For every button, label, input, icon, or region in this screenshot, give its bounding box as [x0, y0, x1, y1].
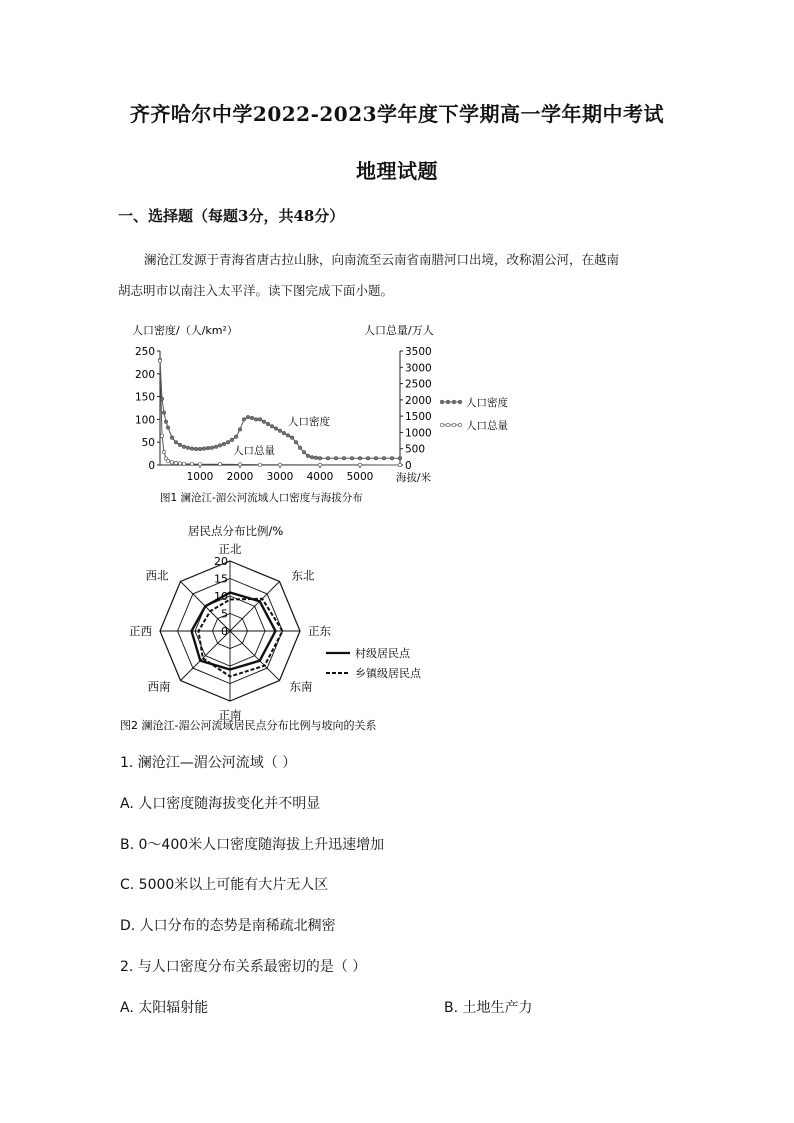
- x-tick-label: 3000: [266, 471, 294, 483]
- density-data-point: [286, 434, 289, 437]
- question-1-option-d: D. 人口分布的态势是南稀疏北稠密: [120, 918, 336, 934]
- total-data-point: [174, 461, 177, 464]
- question-1: 1. 澜沧江—湄公河流域（ ）: [120, 755, 297, 771]
- total-data-point: [190, 462, 193, 465]
- density-data-point: [178, 443, 181, 446]
- intro-paragraph: [118, 244, 678, 306]
- density-data-point: [314, 456, 317, 459]
- exam-subtitle: 地理试题: [356, 159, 438, 183]
- density-data-point: [166, 426, 169, 429]
- legend-total-marker: [440, 423, 444, 427]
- legend-density-marker: [446, 400, 450, 404]
- density-data-point: [182, 445, 185, 448]
- exam-title: 齐齐哈尔中学2022-2023学年度下学期高一学年期中考试: [129, 102, 665, 126]
- density-data-point: [258, 418, 261, 421]
- question-1-option-b: B. 0～400米人口密度随海拔上升迅速增加: [120, 837, 385, 853]
- radar-direction-label: 西南: [147, 679, 171, 694]
- radar-r-ticks: [214, 555, 228, 638]
- y-right-ticks: [400, 346, 432, 472]
- total-data-point: [162, 450, 165, 453]
- radar-r-tick-label: 15: [214, 572, 228, 586]
- x-tick-label: 5000: [346, 471, 374, 483]
- y-right-tick-label: 2500: [405, 378, 432, 391]
- legend-total-marker: [446, 423, 450, 427]
- density-data-point: [290, 436, 293, 439]
- density-data-point: [222, 442, 225, 445]
- density-data-point: [302, 451, 305, 454]
- question-1-option-a: A. 人口密度随海拔变化并不明显: [120, 796, 321, 812]
- radar-r-tick-label: 20: [214, 555, 228, 568]
- radar-r-tick-label: 0: [221, 625, 228, 638]
- density-data-point: [282, 431, 285, 434]
- radar-direction-label: 东南: [289, 679, 313, 694]
- density-data-point: [190, 447, 193, 450]
- section-heading: 一、选择题（每题3分，共48分）: [118, 207, 345, 225]
- density-data-point: [310, 456, 313, 459]
- density-data-point: [306, 454, 309, 457]
- legend-density: 人口密度: [466, 397, 508, 409]
- total-data-point: [158, 359, 161, 362]
- density-data-point: [250, 416, 253, 419]
- density-data-point: [210, 446, 213, 449]
- density-data-point: [174, 441, 177, 444]
- y-right-tick-label: 3500: [405, 346, 432, 358]
- legend-total: 人口总量: [466, 420, 508, 432]
- radar-grid: [160, 561, 300, 701]
- figure1-chart: [118, 318, 538, 508]
- y-right-label: 人口总量/万人: [364, 324, 434, 337]
- y-right-tick-label: 0: [405, 460, 412, 472]
- density-data-point: [278, 429, 281, 432]
- total-data-point: [160, 434, 163, 437]
- annotation-density: 人口密度: [288, 416, 330, 428]
- total-data-point: [278, 463, 281, 466]
- density-data-point: [398, 457, 401, 460]
- density-data-point: [164, 420, 167, 423]
- y-left-tick-label: 150: [134, 391, 155, 404]
- radar-direction-label: 正东: [308, 624, 331, 638]
- total-data-point: [170, 461, 173, 464]
- density-data-point: [230, 438, 233, 441]
- density-data-point: [226, 441, 229, 444]
- y-right-tick-label: 1000: [405, 427, 432, 440]
- question-2: 2. 与人口密度分布关系最密切的是（ ）: [120, 959, 367, 975]
- radar-direction-label: 正南: [218, 708, 242, 722]
- y-left-tick-label: 250: [134, 346, 155, 358]
- figure2-caption: 图2 澜沧江-湄公河流域居民点分布比例与坡向的关系: [120, 719, 377, 732]
- density-data-point: [262, 420, 265, 423]
- radar-direction-label: 正西: [129, 624, 152, 638]
- y-right-tick-label: 500: [405, 443, 426, 456]
- legend-total-marker: [452, 423, 456, 427]
- intro-line-1: 澜沧江发源于青海省唐古拉山脉，向南流至云南省南腊河口出境，改称湄公河，在越南: [144, 252, 620, 267]
- x-tick-label: 1000: [186, 471, 214, 483]
- density-data-point: [246, 415, 249, 418]
- intro-line-2: 胡志明市以南注入太平洋。读下图完成下面小题。: [118, 283, 394, 298]
- density-data-point: [218, 444, 221, 447]
- total-data-point: [258, 463, 261, 466]
- density-data-point: [242, 418, 245, 421]
- density-data-point: [266, 422, 269, 425]
- total-data-point: [318, 463, 321, 466]
- radar-r-tick-label: 10: [214, 590, 228, 603]
- annotation-total: 人口总量: [233, 445, 275, 457]
- y-right-tick-label: 3000: [405, 362, 432, 375]
- density-data-point: [382, 457, 385, 460]
- density-data-point: [358, 457, 361, 460]
- density-data-point: [162, 411, 165, 414]
- density-data-point: [318, 457, 321, 460]
- radar-r-tick-label: 5: [221, 607, 228, 621]
- density-data-point: [254, 418, 257, 421]
- x-tick-label: 2000: [226, 471, 254, 483]
- legend-town: 乡镇级居民点: [355, 667, 421, 680]
- density-data-point: [194, 447, 197, 450]
- x-tick-label: 4000: [306, 471, 334, 483]
- total-data-point: [178, 462, 181, 465]
- y-right-tick-label: 1500: [405, 411, 432, 424]
- density-data-point: [234, 435, 237, 438]
- density-data-point: [326, 457, 329, 460]
- density-data-point: [214, 445, 217, 448]
- density-data-point: [342, 457, 345, 460]
- chart-series: [158, 358, 401, 466]
- density-data-point: [238, 428, 241, 431]
- radar-direction-label: 正北: [218, 542, 242, 556]
- radar-title: 居民点分布比例/%: [188, 524, 284, 538]
- legend: [440, 396, 508, 432]
- y-right-tick-label: 2000: [405, 394, 432, 407]
- radar-direction-label: 西北: [145, 568, 169, 583]
- total-data-point: [398, 463, 401, 466]
- density-data-point: [294, 441, 297, 444]
- legend-density-marker: [458, 400, 462, 404]
- legend-total-marker: [458, 423, 462, 427]
- y-left-tick-label: 0: [148, 460, 155, 472]
- density-data-point: [350, 457, 353, 460]
- question-1-option-c: C. 5000米以上可能有大片无人区: [120, 877, 329, 893]
- density-data-point: [186, 446, 189, 449]
- density-data-point: [206, 446, 209, 449]
- total-data-point: [358, 463, 361, 466]
- density-data-point: [334, 457, 337, 460]
- density-data-point: [374, 457, 377, 460]
- total-data-point: [198, 463, 201, 466]
- density-series-line: [160, 360, 400, 458]
- y-left-tick-label: 200: [134, 368, 155, 381]
- density-data-point: [298, 446, 301, 449]
- y-left-tick-label: 100: [134, 414, 155, 427]
- density-data-point: [366, 457, 369, 460]
- density-data-point: [202, 447, 205, 450]
- density-data-point: [390, 457, 393, 460]
- x-ticks: [187, 465, 374, 483]
- radar-direction-label: 东北: [291, 568, 315, 583]
- total-data-point: [218, 463, 221, 466]
- density-data-point: [198, 447, 201, 450]
- y-left-tick-label: 50: [141, 437, 155, 450]
- total-data-point: [166, 459, 169, 462]
- density-data-point: [274, 427, 277, 430]
- y-left-ticks: [135, 346, 160, 472]
- x-label: 海拔/米: [396, 472, 432, 484]
- density-data-point: [170, 436, 173, 439]
- legend-village: 村级居民点: [355, 647, 410, 660]
- question-2-option-b: B. 土地生产力: [444, 1000, 533, 1016]
- figure2-radar: [118, 518, 448, 740]
- figure1-caption: 图1 澜沧江-湄公河流域人口密度与海拔分布: [160, 492, 363, 504]
- y-left-label: 人口密度/（人/km²）: [132, 324, 238, 337]
- density-data-point: [270, 425, 273, 428]
- legend-density-marker: [440, 400, 444, 404]
- total-data-point: [238, 463, 241, 466]
- legend: [326, 646, 422, 680]
- total-data-point: [182, 462, 185, 465]
- question-2-option-a: A. 太阳辐射能: [120, 1000, 209, 1016]
- legend-density-marker: [452, 400, 456, 404]
